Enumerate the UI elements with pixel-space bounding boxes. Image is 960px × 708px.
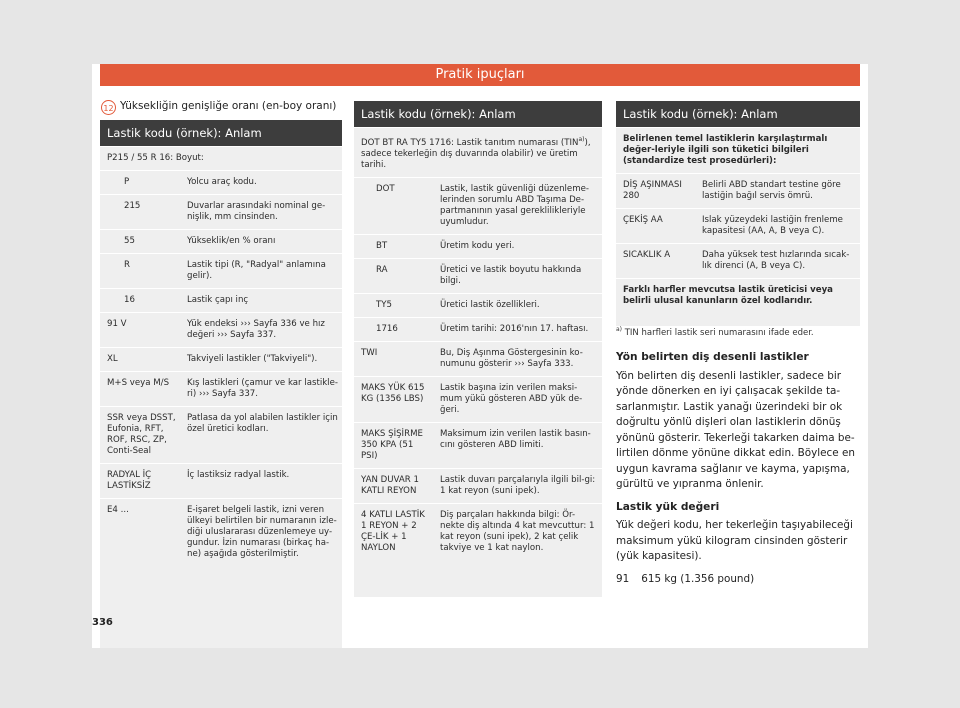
table-1-row	[100, 312, 342, 347]
table-1-code-cell: 215	[124, 201, 141, 211]
table-2-code-cell: BT	[376, 240, 388, 251]
table-2-meaning-cell: Üretici lastik özellikleri.	[440, 299, 540, 310]
table-2-row	[354, 293, 602, 317]
table-2-meaning-cell: Lastik başına izin verilen maksi-mum yükü gösteren ABD yük de-ğeri.	[440, 382, 583, 415]
table-1-meaning-cell: Yükseklik/en % oranı	[187, 236, 276, 246]
table-3-footer: Farklı harfler mevcutsa lastik üreticisi veya belirli ulusal kanunların özel kodlarıdır.	[623, 285, 833, 306]
table-1-code-cell: P	[124, 177, 130, 187]
footnote	[616, 326, 860, 338]
table-1-row	[100, 463, 342, 498]
table-2-code-cell: TY5	[376, 299, 392, 310]
table-2-code-cell: YAN DUVAR 1 KATLI REYON	[361, 474, 419, 496]
table-3-meaning-cell: Daha yüksek test hızlarında sıcak-lık direnci (A, B veya C).	[702, 250, 850, 271]
load-example	[616, 572, 860, 588]
load-example-value: 615 kg (1.356 pound)	[641, 572, 755, 585]
table-2-meaning-cell: Diş parçaları hakkında bilgi: Ör-nekte diş altında 4 kat mevcuttur: 1 kat reyon (suni ipek), 2 kat çelik takviye ve 1 kat naylon.	[440, 509, 595, 553]
table-2-row	[354, 258, 602, 293]
table-1-meaning-cell: Lastik tipi (R, "Radyal" anlamına gelir).	[187, 260, 326, 281]
table-1-meaning-cell: Patlasa da yol alabilen lastikler için özel üretici kodları.	[187, 413, 338, 434]
page-header: Pratik ipuçları	[100, 64, 860, 86]
section-number-badge: 12	[101, 100, 116, 115]
paragraph-directional-tires: Yön belirten diş desenli lastikler, sadece bir yönde dönerken en iyi çalışacak şekilde ta-sarlanmıştır. Lastik yanağı üzerindeki bir ok doğrultu yönlü dişleri olan lastiklerin dönüş yönünü gösterir. Tekerleği takarken daima be-lirtilen dönme yönüne dikkat edin. Böylece en uygun kavrama sağlanır ve kayma, yapışma, gürültü ve yıpranma önlenir.	[616, 369, 855, 490]
table-2-intro-text: DOT BT RA TY5 1716: Lastik tanıtım numarası (TIN	[361, 137, 579, 148]
table-1-meaning-cell: E-işaret belgeli lastik, izni veren ülkeyi belirtilen bir numaranın izle-diği uluslararası düzenlemeye uy-gundur. İzin numarası (birkaç ha-ne) aşağıda gösterilmiştir.	[187, 505, 337, 559]
tire-code-table-1	[100, 120, 342, 648]
table-2-row	[354, 376, 602, 422]
footnote-text: TIN harfleri lastik seri numarasını ifade eder.	[624, 327, 814, 338]
table-1-row	[100, 288, 342, 312]
table-1-row	[100, 406, 342, 463]
table-1-code-cell: SSR veya DSST, Eufonia, RFT, ROF, RSC, ZP, Conti-Seal	[107, 413, 176, 456]
table-2-meaning-cell: Maksimum izin verilen lastik basın-cını gösteren ABD limiti.	[440, 428, 591, 450]
table-2-row	[354, 468, 602, 503]
table-2-code-cell: MAKS YÜK 615 KG (1356 LBS)	[361, 382, 425, 404]
table-2-row	[354, 234, 602, 258]
table-2-meaning-cell: Üretim tarihi: 2016'nın 17. haftası.	[440, 323, 589, 334]
heading-directional-tires: Yön belirten diş desenli lastikler	[616, 351, 809, 363]
table-1-row	[100, 498, 342, 566]
table-3-meaning-cell: Belirli ABD standart testine göre lastiğin bağıl servis ömrü.	[702, 180, 841, 201]
table-2-code-cell: RA	[376, 264, 388, 275]
table-2-meaning-cell: Bu, Diş Aşınma Göstergesinin ko-numunu gösterir ››› Sayfa 333.	[440, 347, 583, 369]
table-2-code-cell: DOT	[376, 183, 395, 194]
table-3-header: Lastik kodu (örnek): Anlam	[616, 101, 860, 127]
table-1-meaning-cell: Yolcu araç kodu.	[187, 177, 257, 187]
footnote-ref: a)	[578, 136, 585, 143]
table-1-row	[100, 229, 342, 253]
table-2-intro-end: ), sadece tekerleğin dış duvarında olabilir) ve üretim tarihi.	[361, 137, 591, 170]
table-1-intro: P215 / 55 R 16: Boyut:	[107, 153, 204, 163]
table-2-row	[354, 177, 602, 234]
table-1-code-cell: XL	[107, 354, 118, 364]
page	[92, 64, 868, 648]
table-1-row	[100, 170, 342, 194]
table-2-meaning-cell: Lastik duvarı parçalarıyla ilgili bil-gi: 1 kat reyon (suni ipek).	[440, 474, 596, 496]
table-3-row	[616, 208, 860, 243]
table-2-meaning-cell: Üretim kodu yeri.	[440, 240, 515, 251]
table-1-code-cell: 55	[124, 236, 135, 246]
table-1-code-cell: RADYAL İÇ LASTİKSİZ	[107, 470, 152, 491]
table-1-code-cell: E4 ...	[107, 505, 129, 515]
table-1-row	[100, 194, 342, 229]
table-1-meaning-cell: Duvarlar arasındaki nominal ge-nişlik, mm cinsinden.	[187, 201, 326, 222]
table-2-row	[354, 341, 602, 376]
table-1-meaning-cell: Lastik çapı inç	[187, 295, 249, 305]
table-3-code-cell: DİŞ AŞINMASI 280	[623, 180, 682, 201]
table-2-intro	[354, 128, 602, 177]
section-title: Yüksekliğin genişliğe oranı (en-boy oranı)	[120, 100, 337, 112]
table-3-code-cell: ÇEKİŞ AA	[623, 215, 663, 225]
tire-code-table-2	[354, 101, 602, 597]
heading-load-index: Lastik yük değeri	[616, 500, 720, 513]
table-1-row	[100, 347, 342, 371]
table-3-row	[616, 173, 860, 208]
load-example-code: 91	[616, 572, 630, 585]
table-3-code-cell: SICAKLIK A	[623, 250, 671, 260]
footnote-marker: a)	[616, 326, 623, 333]
page-number: 336	[92, 617, 113, 628]
table-1-meaning-cell: Takviyeli lastikler ("Takviyeli").	[187, 354, 318, 364]
table-2-row	[354, 503, 602, 560]
table-1-row	[100, 371, 342, 406]
table-2-code-cell: MAKS ŞİŞİRME 350 KPA (51 PSI)	[361, 428, 423, 461]
table-1-code-cell: 91 V	[107, 319, 127, 329]
table-1-meaning-cell: Yük endeksi ››› Sayfa 336 ve hız değeri ››› Sayfa 337.	[187, 319, 325, 340]
table-2-header: Lastik kodu (örnek): Anlam	[354, 101, 602, 127]
table-2-meaning-cell: Lastik, lastik güvenliği düzenleme-lerinden sorumlu ABD Taşıma De-partmanının yasal gereklilikleriyle uyumludur.	[440, 183, 589, 227]
table-1-meaning-cell: İç lastiksiz radyal lastik.	[187, 470, 290, 480]
table-3-meaning-cell: Islak yüzeydeki lastiğin frenleme kapasitesi (AA, A, B veya C).	[702, 215, 843, 236]
table-2-code-cell: TWI	[361, 347, 378, 358]
table-2-code-cell: 4 KATLI LASTİK 1 REYON + 2 ÇE-LİK + 1 NAYLON	[361, 509, 425, 553]
tire-code-table-3	[616, 101, 860, 326]
table-2-code-cell: 1716	[376, 323, 398, 334]
table-3-intro: Belirlenen temel lastiklerin karşılaştırmalı değer-leriyle ilgili son tüketici bilgileri (standardize test prosedürleri):	[623, 134, 828, 166]
table-1-code-cell: R	[124, 260, 130, 270]
table-1-row	[100, 253, 342, 288]
table-3-row	[616, 243, 860, 278]
paragraph-load-index: Yük değeri kodu, her tekerleğin taşıyabileceği maksimum yükü kilogram cinsinden gösterir (yük kapasitesi).	[616, 519, 853, 562]
table-1-code-cell: M+S veya M/S	[107, 378, 170, 388]
table-1-header: Lastik kodu (örnek): Anlam	[100, 120, 342, 146]
table-1-code-cell: 16	[124, 295, 135, 305]
table-1-meaning-cell: Kış lastikleri (çamur ve kar lastikle-ri) ››› Sayfa 337.	[187, 378, 338, 399]
table-2-row	[354, 317, 602, 341]
table-2-meaning-cell: Üretici ve lastik boyutu hakkında bilgi.	[440, 264, 582, 286]
right-text-column	[616, 350, 860, 587]
table-2-row	[354, 422, 602, 468]
